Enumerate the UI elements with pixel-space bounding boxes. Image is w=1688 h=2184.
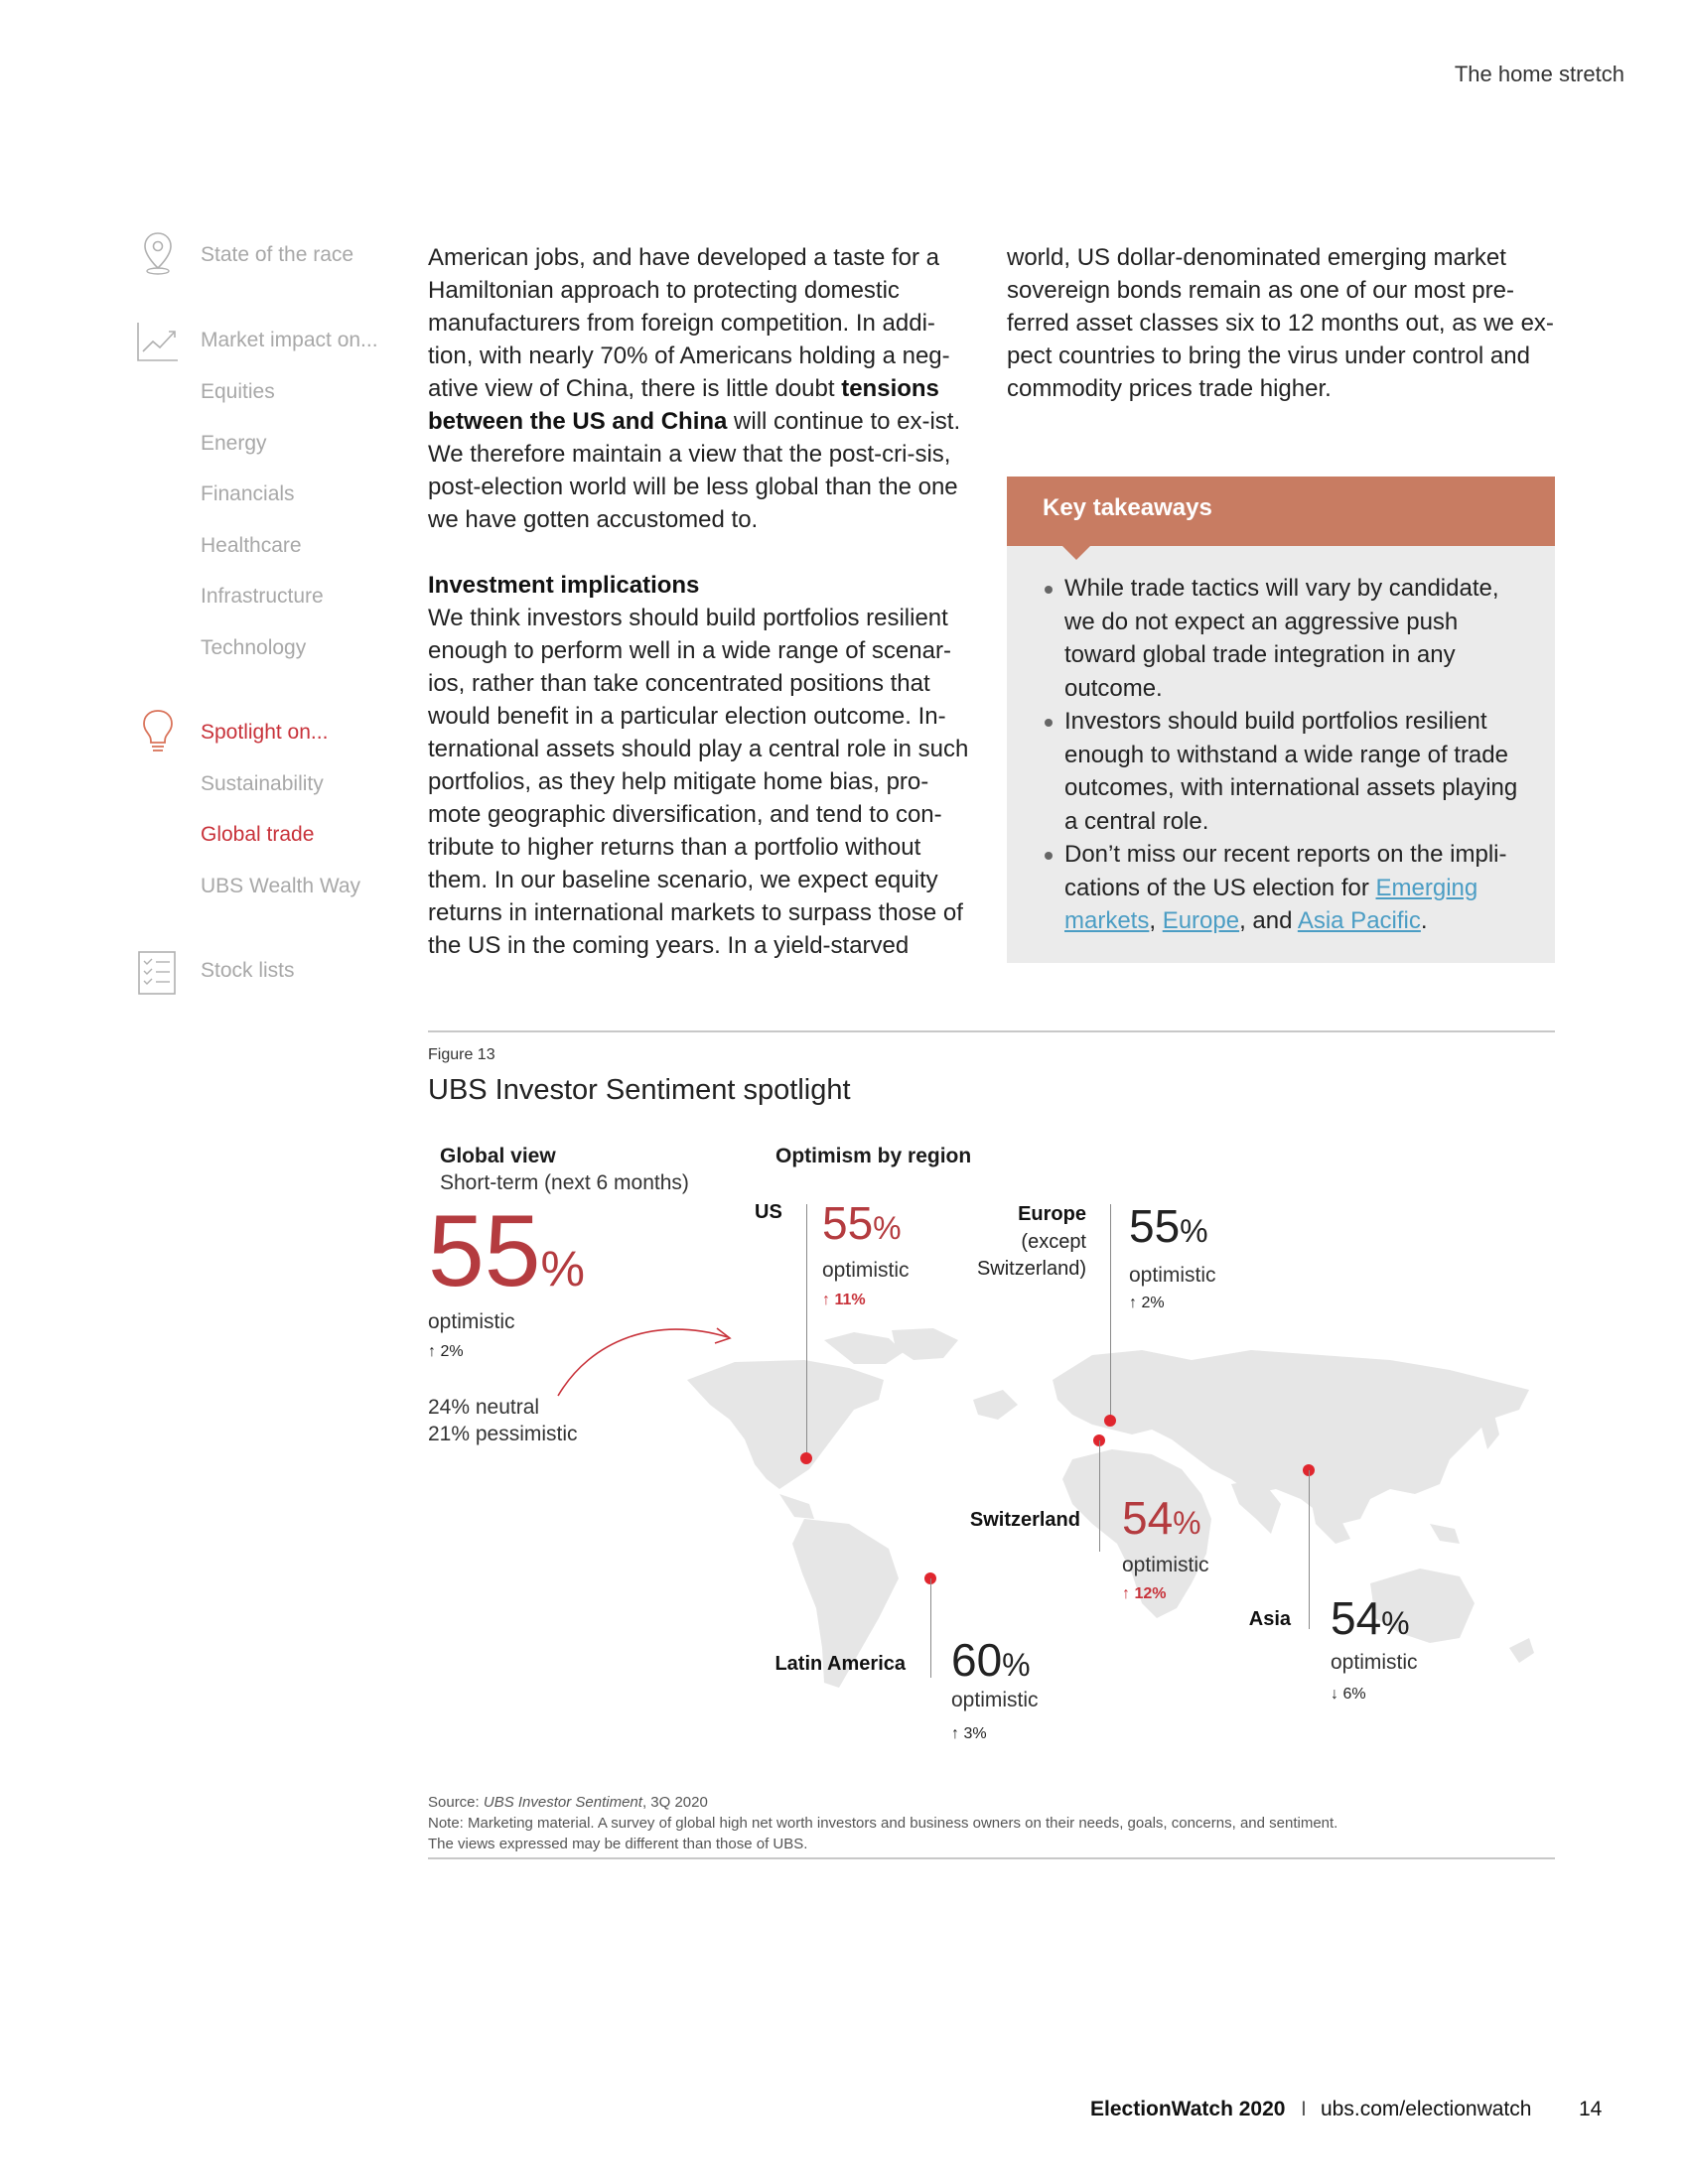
body-paragraph: world, US dollar-denominated emerging market sovereign bonds remain as one of our most pre-ferred asset classes six to 12 months out, as we ex-pect countries to bring the virus under control and commodity prices trade higher. bbox=[1007, 244, 1554, 402]
section-subhead: Investment implications bbox=[428, 572, 700, 599]
europe-optimism-unit: % bbox=[1180, 1213, 1208, 1249]
source-line bbox=[428, 1792, 1337, 1813]
region-label-europe-sub2: Switzerland) bbox=[976, 1258, 1086, 1280]
note-line: The views expressed may be different than those of UBS. bbox=[428, 1836, 808, 1852]
us-change: ↑ 11% bbox=[822, 1292, 866, 1308]
sidebar-item-technology[interactable]: Technology bbox=[201, 636, 307, 659]
link-emerging-markets[interactable]: Emerging markets bbox=[1064, 874, 1478, 934]
body-text: American jobs, and have developed a taste for a Hamiltonian approach to protecting domestic manufacturers from foreign competition. In addi-tion, with nearly 70% of Americans holding a neg-ative view of China, there is little doubt bbox=[428, 244, 950, 402]
body-text: will continue to ex-ist. We therefore maintain a view that the post-cri-sis, post-election world will be less global than the one we have gotten accustomed to. bbox=[428, 408, 961, 533]
asia-optimistic-label: optimistic bbox=[1331, 1651, 1418, 1674]
sidebar-item-equities[interactable]: Equities bbox=[201, 380, 275, 403]
sidebar-item-global-trade[interactable]: Global trade bbox=[201, 823, 315, 846]
link-asia-pacific[interactable]: Asia Pacific bbox=[1297, 907, 1421, 934]
global-view-title: Global view bbox=[440, 1145, 556, 1167]
latam-optimism-unit: % bbox=[1002, 1647, 1031, 1683]
switzerland-optimistic-label: optimistic bbox=[1122, 1554, 1209, 1576]
switzerland-optimism-value bbox=[1122, 1491, 1201, 1545]
page-number: 14 bbox=[1579, 2098, 1603, 2120]
global-optimism-unit: % bbox=[540, 1241, 585, 1297]
separator: , and bbox=[1239, 907, 1298, 934]
key-takeaways-list bbox=[1043, 572, 1535, 938]
switzerland-change: ↑ 12% bbox=[1122, 1585, 1167, 1602]
note-line: Note: Marketing material. A survey of global high net worth investors and business owners on their needs, goals, concerns, and sentiment. bbox=[428, 1815, 1338, 1832]
us-optimism-value bbox=[822, 1196, 902, 1250]
sidebar-item-state-of-the-race[interactable]: State of the race bbox=[201, 243, 354, 266]
sidebar-item-infrastructure[interactable]: Infrastructure bbox=[201, 585, 324, 608]
global-view-subtitle: Short-term (next 6 months) bbox=[440, 1171, 689, 1194]
figure-title: UBS Investor Sentiment spotlight bbox=[428, 1074, 851, 1106]
running-header: The home stretch bbox=[1454, 62, 1624, 86]
sidebar-item-ubs-wealth-way[interactable]: UBS Wealth Way bbox=[201, 875, 361, 897]
europe-change: ↑ 2% bbox=[1129, 1295, 1165, 1311]
sidebar-item-healthcare[interactable]: Healthcare bbox=[201, 534, 302, 557]
key-takeaways-header bbox=[1007, 477, 1555, 546]
body-column-left bbox=[428, 241, 980, 962]
list-item: While trade tactics will vary by candidate, we do not expect an aggressive push toward global trade integration in any outcome. bbox=[1043, 572, 1535, 705]
sidebar-item-spotlight[interactable]: Spotlight on... bbox=[201, 721, 329, 744]
footer-publication: ElectionWatch 2020 bbox=[1090, 2098, 1286, 2120]
latam-optimism-number: 60 bbox=[951, 1634, 1003, 1686]
global-pessimistic: 21% pessimistic bbox=[428, 1423, 578, 1445]
region-label-europe-sub1: (except bbox=[1021, 1231, 1086, 1253]
figure-label: Figure 13 bbox=[428, 1046, 495, 1063]
source-title: UBS Investor Sentiment bbox=[483, 1794, 642, 1811]
latam-change: ↑ 3% bbox=[951, 1725, 987, 1742]
global-change: ↑ 2% bbox=[428, 1343, 464, 1360]
asia-optimism-value bbox=[1331, 1591, 1410, 1645]
list-item: Investors should build portfolios resilient enough to withstand a wide range of trade outcomes, with international assets playing a central role. bbox=[1043, 705, 1535, 838]
europe-optimism-number: 55 bbox=[1129, 1200, 1181, 1252]
line-chart-icon bbox=[133, 318, 183, 367]
sidebar-item-sustainability[interactable]: Sustainability bbox=[201, 772, 324, 795]
region-label-europe: Europe bbox=[1018, 1203, 1086, 1225]
map-marker-europe bbox=[1104, 1415, 1116, 1427]
separator: , bbox=[1149, 907, 1163, 934]
sidebar-item-financials[interactable]: Financials bbox=[201, 482, 295, 505]
global-optimism-number: 55 bbox=[428, 1194, 541, 1307]
connector-line-switzerland bbox=[1099, 1440, 1100, 1552]
region-label-us: US bbox=[755, 1201, 782, 1223]
latam-optimism-value bbox=[951, 1633, 1031, 1687]
separator: . bbox=[1420, 907, 1428, 934]
figure-bottom-rule bbox=[428, 1857, 1555, 1859]
body-column-right bbox=[1007, 241, 1555, 405]
europe-optimism-value bbox=[1129, 1199, 1208, 1253]
key-takeaways-box bbox=[1007, 477, 1555, 963]
key-takeaways-notch bbox=[1062, 546, 1090, 560]
source-prefix: Source: bbox=[428, 1794, 484, 1811]
global-optimistic-label: optimistic bbox=[428, 1310, 515, 1333]
global-neutral: 24% neutral bbox=[428, 1396, 540, 1419]
figure-source-note bbox=[428, 1792, 1337, 1854]
body-text: We think investors should build portfolios resilient enough to perform well in a wide range of scenar-ios, rather than take concentrated positions that would benefit in a particular election outcome. In-ternational assets should play a central role in such portfolios, as they help mitigate home bias, pro-mote geographic diversification, and tend to con-tribute to higher returns than a portfolio without them. In our baseline scenario, we expect equity returns in international markets to surpass those of the US in the coming years. In a yield-starved bbox=[428, 605, 969, 959]
map-marker-us bbox=[800, 1452, 812, 1464]
location-pin-icon bbox=[133, 228, 183, 278]
asia-change: ↓ 6% bbox=[1331, 1686, 1366, 1703]
asia-optimism-number: 54 bbox=[1331, 1592, 1382, 1644]
footer-divider: I bbox=[1301, 2098, 1307, 2120]
body-paragraph bbox=[428, 569, 980, 962]
optimism-by-region-title: Optimism by region bbox=[775, 1145, 972, 1167]
lightbulb-icon bbox=[133, 707, 183, 756]
figure-top-rule bbox=[428, 1030, 1555, 1032]
link-europe[interactable]: Europe bbox=[1162, 907, 1240, 934]
body-paragraph bbox=[428, 241, 980, 536]
sidebar-item-market-impact[interactable]: Market impact on... bbox=[201, 329, 378, 351]
connector-line-latin-america bbox=[930, 1578, 931, 1678]
asia-optimism-unit: % bbox=[1381, 1605, 1410, 1641]
sidebar-item-stock-lists[interactable]: Stock lists bbox=[201, 959, 295, 982]
switzerland-optimism-number: 54 bbox=[1122, 1492, 1174, 1544]
global-optimism-value bbox=[428, 1194, 585, 1307]
region-label-asia: Asia bbox=[1248, 1608, 1291, 1630]
us-optimism-number: 55 bbox=[822, 1197, 874, 1249]
body-text-bold: tensions between the US and China bbox=[428, 375, 939, 435]
region-label-latin-america: Latin America bbox=[774, 1653, 906, 1675]
key-takeaways-title: Key takeaways bbox=[1043, 494, 1212, 521]
connector-line-us bbox=[806, 1204, 807, 1458]
region-label-switzerland: Switzerland bbox=[969, 1509, 1080, 1531]
sidebar-item-energy[interactable]: Energy bbox=[201, 432, 267, 455]
list-item bbox=[1043, 838, 1535, 938]
latam-optimistic-label: optimistic bbox=[951, 1689, 1039, 1711]
checklist-icon bbox=[133, 948, 183, 998]
europe-optimistic-label: optimistic bbox=[1129, 1264, 1216, 1287]
us-optimism-unit: % bbox=[873, 1210, 902, 1246]
source-suffix: , 3Q 2020 bbox=[641, 1794, 708, 1811]
footer-url-link[interactable]: ubs.com/electionwatch bbox=[1321, 2098, 1532, 2120]
connector-line-europe bbox=[1110, 1204, 1111, 1423]
us-optimistic-label: optimistic bbox=[822, 1259, 910, 1282]
connector-line-asia bbox=[1309, 1470, 1310, 1629]
list-item-text: Don’t miss our recent reports on the impli-cations of the US election for bbox=[1064, 841, 1507, 901]
switzerland-optimism-unit: % bbox=[1173, 1505, 1201, 1541]
